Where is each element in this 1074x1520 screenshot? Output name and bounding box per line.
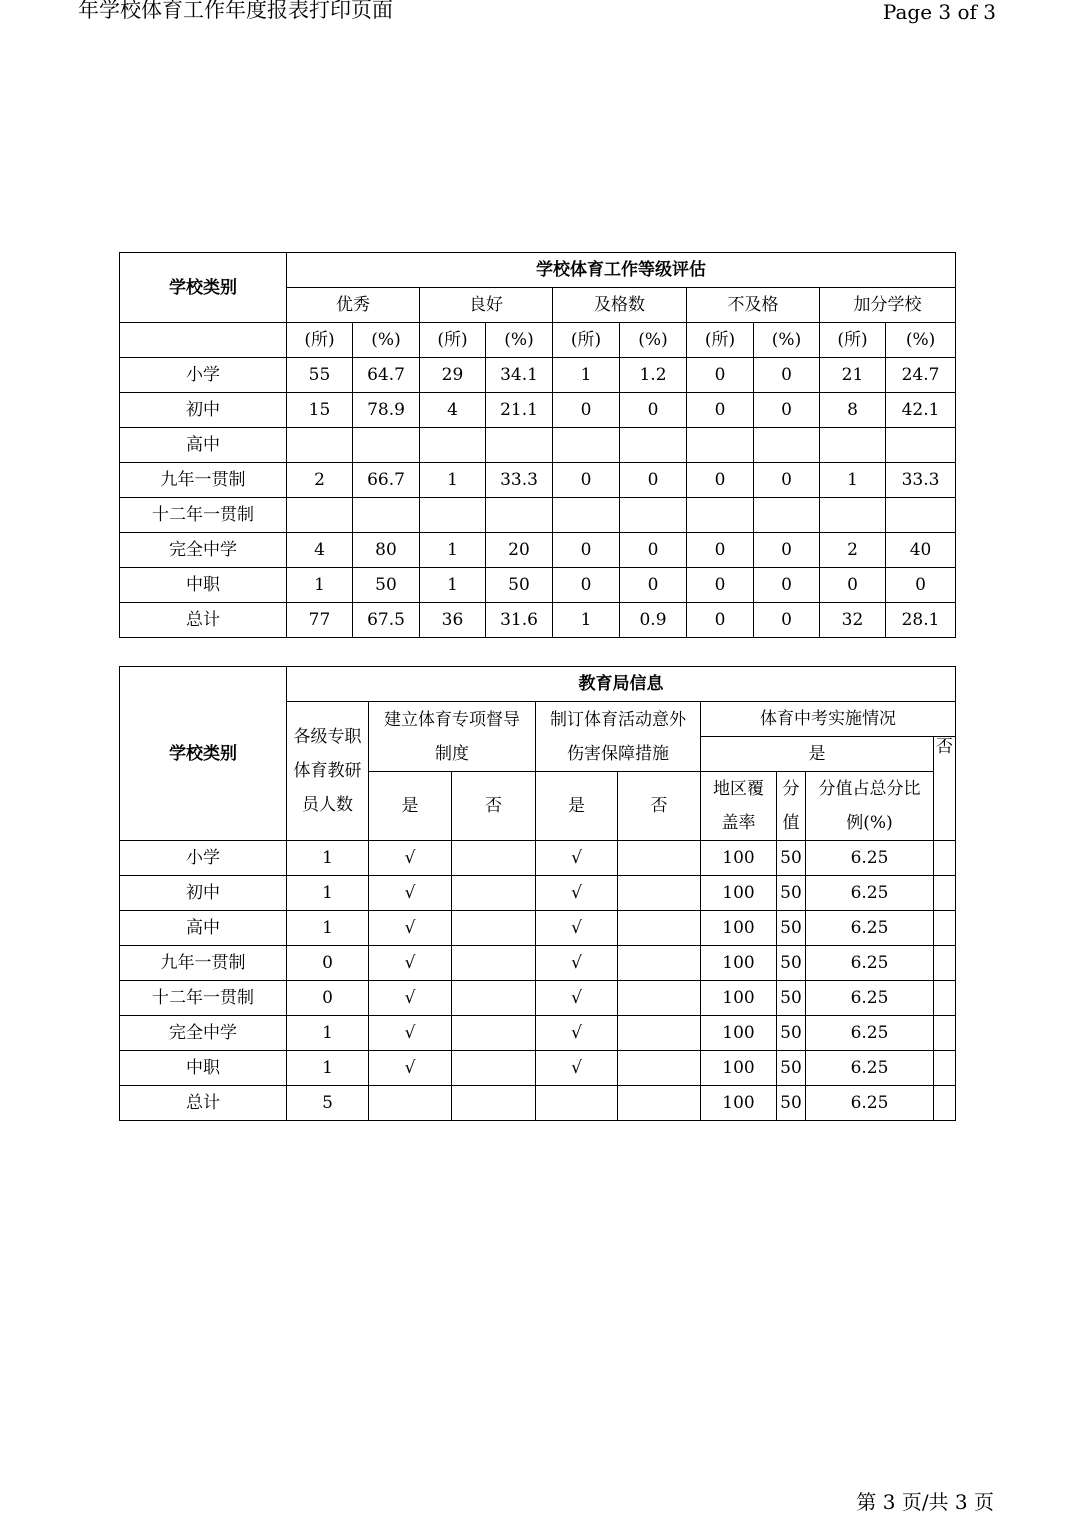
table-cell: 40 xyxy=(886,533,956,568)
table-row xyxy=(120,911,956,946)
table-cell: 77 xyxy=(287,603,353,638)
insurance-no-header: 否 xyxy=(618,772,701,841)
table-cell: 0 xyxy=(287,981,369,1016)
coverage-label-line: 盖率 xyxy=(721,813,756,833)
table-cell: 80 xyxy=(353,533,420,568)
staff-count-label-line: 员人数 xyxy=(302,795,353,815)
table-cell: 0 xyxy=(886,568,956,603)
table-cell: 64.7 xyxy=(353,358,420,393)
table-cell: 0 xyxy=(553,463,620,498)
table-cell xyxy=(353,428,420,463)
table-cell xyxy=(934,841,956,876)
table-cell: √ xyxy=(369,946,452,981)
table-cell: 0 xyxy=(687,603,754,638)
empty-cell xyxy=(120,323,287,358)
table-cell: 50 xyxy=(777,1086,806,1121)
staff-count-header xyxy=(287,702,369,841)
table-cell xyxy=(486,428,553,463)
grade-assessment-title: 学校体育工作等级评估 xyxy=(287,253,956,288)
table-cell: √ xyxy=(536,981,618,1016)
table-cell: 0 xyxy=(553,533,620,568)
table-cell: 28.1 xyxy=(886,603,956,638)
table-cell: 0 xyxy=(553,393,620,428)
table-cell xyxy=(420,428,486,463)
table-cell: 1 xyxy=(420,568,486,603)
table-cell: 78.9 xyxy=(353,393,420,428)
table-cell: 50 xyxy=(777,1051,806,1086)
table-row xyxy=(120,946,956,981)
table-cell: 50 xyxy=(486,568,553,603)
education-bureau-table xyxy=(119,666,956,1121)
exam-no-header: 否 xyxy=(934,737,956,841)
table-cell: 50 xyxy=(777,1016,806,1051)
table-cell: √ xyxy=(369,911,452,946)
table-cell xyxy=(553,498,620,533)
unit-percent: (%) xyxy=(754,323,820,358)
table-cell xyxy=(618,911,701,946)
page-footer: 第 3 页/共 3 页 xyxy=(856,1490,994,1514)
staff-count-label-line: 各级专职 xyxy=(293,727,362,747)
table-cell: 0 xyxy=(820,568,886,603)
table-cell: √ xyxy=(536,841,618,876)
table-row xyxy=(120,498,956,533)
table-cell xyxy=(452,981,536,1016)
table-cell xyxy=(754,498,820,533)
table-cell xyxy=(287,428,353,463)
table-row xyxy=(120,841,956,876)
unit-count: (所) xyxy=(287,323,353,358)
table-cell xyxy=(934,946,956,981)
table-row xyxy=(120,1016,956,1051)
row-label: 高中 xyxy=(120,911,287,946)
table-cell: 31.6 xyxy=(486,603,553,638)
table-cell: 21.1 xyxy=(486,393,553,428)
row-label: 十二年一贯制 xyxy=(120,981,287,1016)
unit-percent: (%) xyxy=(886,323,956,358)
table-cell xyxy=(754,428,820,463)
table-cell: √ xyxy=(369,876,452,911)
table-cell: 20 xyxy=(486,533,553,568)
table-cell xyxy=(820,498,886,533)
table-cell: 24.7 xyxy=(886,358,956,393)
table-row xyxy=(120,1086,956,1121)
table-cell: 8 xyxy=(820,393,886,428)
table-cell: 50 xyxy=(777,841,806,876)
table-cell: √ xyxy=(369,981,452,1016)
table-cell: 0 xyxy=(620,568,687,603)
table-cell: 0 xyxy=(687,358,754,393)
table-cell: 1 xyxy=(287,911,369,946)
page-header-page-number: Page 3 of 3 xyxy=(882,0,996,24)
table-cell xyxy=(687,428,754,463)
table-cell: 5 xyxy=(287,1086,369,1121)
table-cell: √ xyxy=(369,841,452,876)
table-cell: 1 xyxy=(420,463,486,498)
row-label: 中职 xyxy=(120,1051,287,1086)
table-cell xyxy=(452,841,536,876)
table-cell xyxy=(620,428,687,463)
table-cell: 32 xyxy=(820,603,886,638)
insurance-yes-header: 是 xyxy=(536,772,618,841)
school-type-header: 学校类别 xyxy=(120,253,287,323)
score-header xyxy=(777,772,806,841)
table-cell: 4 xyxy=(287,533,353,568)
table-cell: 67.5 xyxy=(353,603,420,638)
table-cell: 42.1 xyxy=(886,393,956,428)
table-cell: 15 xyxy=(287,393,353,428)
row-label: 九年一贯制 xyxy=(120,946,287,981)
table-cell: 100 xyxy=(701,981,777,1016)
table-cell: 33.3 xyxy=(886,463,956,498)
table-cell xyxy=(452,1086,536,1121)
row-label: 总计 xyxy=(120,1086,287,1121)
score-label-line: 分 xyxy=(782,779,800,799)
table-cell xyxy=(486,498,553,533)
table-cell xyxy=(369,1086,452,1121)
table-cell: 50 xyxy=(777,911,806,946)
unit-percent: (%) xyxy=(353,323,420,358)
table-row xyxy=(120,603,956,638)
table-row xyxy=(120,876,956,911)
table-cell: 6.25 xyxy=(806,946,934,981)
table-cell xyxy=(618,876,701,911)
table-cell xyxy=(452,946,536,981)
table-cell: 1 xyxy=(287,1051,369,1086)
table-cell: 50 xyxy=(353,568,420,603)
category-header: 加分学校 xyxy=(820,288,956,323)
row-label: 九年一贯制 xyxy=(120,463,287,498)
exam-header: 体育中考实施情况 xyxy=(701,702,956,737)
coverage-header xyxy=(701,772,777,841)
category-header: 良好 xyxy=(420,288,553,323)
supervision-label-line: 建立体育专项督导 xyxy=(384,709,520,730)
table-cell xyxy=(420,498,486,533)
table-cell xyxy=(820,428,886,463)
table-cell: 6.25 xyxy=(806,911,934,946)
table-cell: 55 xyxy=(287,358,353,393)
row-label: 初中 xyxy=(120,876,287,911)
table-cell: 50 xyxy=(777,946,806,981)
table-cell: 50 xyxy=(777,876,806,911)
row-label: 小学 xyxy=(120,841,287,876)
table-cell: 6.25 xyxy=(806,876,934,911)
table-cell: 0.9 xyxy=(620,603,687,638)
school-type-header: 学校类别 xyxy=(120,667,287,841)
table-row xyxy=(120,358,956,393)
insurance-label-line: 伤害保障措施 xyxy=(567,743,669,764)
insurance-header xyxy=(536,702,701,772)
table-cell: 1 xyxy=(287,1016,369,1051)
table-cell: √ xyxy=(536,1051,618,1086)
table-cell xyxy=(934,1051,956,1086)
unit-percent: (%) xyxy=(620,323,687,358)
table-row xyxy=(120,463,956,498)
unit-count: (所) xyxy=(553,323,620,358)
row-label: 十二年一贯制 xyxy=(120,498,287,533)
table-cell: 100 xyxy=(701,1086,777,1121)
row-label: 总计 xyxy=(120,603,287,638)
row-label: 高中 xyxy=(120,428,287,463)
table-cell: 1 xyxy=(287,876,369,911)
table-cell xyxy=(934,1086,956,1121)
table-cell xyxy=(934,876,956,911)
table-cell: √ xyxy=(369,1016,452,1051)
supervision-header xyxy=(369,702,536,772)
table-cell xyxy=(620,498,687,533)
table-cell: 0 xyxy=(620,463,687,498)
category-header: 不及格 xyxy=(687,288,820,323)
table-cell: 6.25 xyxy=(806,841,934,876)
supervision-label-line: 制度 xyxy=(435,743,469,764)
table-cell xyxy=(618,1016,701,1051)
unit-count: (所) xyxy=(820,323,886,358)
table-row xyxy=(120,533,956,568)
table-cell: 100 xyxy=(701,946,777,981)
table-cell: 100 xyxy=(701,1016,777,1051)
table-cell: √ xyxy=(536,1016,618,1051)
table-cell: 2 xyxy=(287,463,353,498)
table-cell: 29 xyxy=(420,358,486,393)
table-cell xyxy=(452,1016,536,1051)
table-cell xyxy=(934,981,956,1016)
table-cell: 4 xyxy=(420,393,486,428)
table-cell: 1 xyxy=(553,358,620,393)
unit-count: (所) xyxy=(420,323,486,358)
education-bureau-title: 教育局信息 xyxy=(287,667,956,702)
ratio-label-line: 分值占总分比 xyxy=(818,779,921,799)
table-cell xyxy=(287,498,353,533)
table-cell: 0 xyxy=(754,358,820,393)
table-cell: 100 xyxy=(701,841,777,876)
insurance-label-line: 制订体育活动意外 xyxy=(550,709,686,730)
row-label: 中职 xyxy=(120,568,287,603)
table-cell xyxy=(618,841,701,876)
table-cell xyxy=(618,946,701,981)
table-cell: 0 xyxy=(553,568,620,603)
table-cell: 0 xyxy=(754,533,820,568)
table-cell xyxy=(618,1051,701,1086)
table-cell: 1 xyxy=(553,603,620,638)
table-cell: 50 xyxy=(777,981,806,1016)
table-cell: 2 xyxy=(820,533,886,568)
table-row xyxy=(120,981,956,1016)
table-cell xyxy=(886,428,956,463)
table-cell: 100 xyxy=(701,1051,777,1086)
coverage-label-line: 地区覆 xyxy=(713,779,764,799)
score-label-line: 值 xyxy=(782,813,800,833)
table-cell: 0 xyxy=(287,946,369,981)
table-cell: √ xyxy=(536,876,618,911)
table-cell: 66.7 xyxy=(353,463,420,498)
table-cell: 21 xyxy=(820,358,886,393)
unit-percent: (%) xyxy=(486,323,553,358)
table-cell xyxy=(618,1086,701,1121)
table-cell: 0 xyxy=(754,568,820,603)
table-cell: 0 xyxy=(687,568,754,603)
table-cell: √ xyxy=(369,1051,452,1086)
table-cell xyxy=(687,498,754,533)
table-cell: 33.3 xyxy=(486,463,553,498)
table-row xyxy=(120,568,956,603)
table-cell: 6.25 xyxy=(806,1086,934,1121)
table-cell: 6.25 xyxy=(806,1016,934,1051)
table-cell: 100 xyxy=(701,876,777,911)
table-cell: 0 xyxy=(687,393,754,428)
table-cell: 36 xyxy=(420,603,486,638)
table-cell: 1.2 xyxy=(620,358,687,393)
table-cell: 0 xyxy=(687,463,754,498)
table-cell xyxy=(452,876,536,911)
table-cell: 34.1 xyxy=(486,358,553,393)
table-cell xyxy=(452,1051,536,1086)
table-cell: 0 xyxy=(620,393,687,428)
table-row xyxy=(120,1051,956,1086)
table-cell xyxy=(536,1086,618,1121)
table-cell: 1 xyxy=(287,841,369,876)
table-cell xyxy=(934,911,956,946)
table-cell: √ xyxy=(536,946,618,981)
table-cell: 6.25 xyxy=(806,1051,934,1086)
table-cell: 6.25 xyxy=(806,981,934,1016)
table-cell: 1 xyxy=(420,533,486,568)
table-cell: 100 xyxy=(701,911,777,946)
exam-yes-header: 是 xyxy=(701,737,934,772)
table-cell: 0 xyxy=(754,463,820,498)
table-cell: √ xyxy=(536,911,618,946)
table-cell: 1 xyxy=(287,568,353,603)
table-cell xyxy=(618,981,701,1016)
table-cell: 0 xyxy=(620,533,687,568)
category-header: 优秀 xyxy=(287,288,420,323)
supervision-no-header: 否 xyxy=(452,772,536,841)
staff-count-label-line: 体育教研 xyxy=(293,761,362,781)
row-label: 初中 xyxy=(120,393,287,428)
row-label: 小学 xyxy=(120,358,287,393)
table-cell: 0 xyxy=(754,603,820,638)
table-row xyxy=(120,428,956,463)
table-row xyxy=(120,393,956,428)
table-cell xyxy=(353,498,420,533)
table-cell: 1 xyxy=(820,463,886,498)
unit-row xyxy=(120,323,956,358)
table-cell xyxy=(452,911,536,946)
unit-count: (所) xyxy=(687,323,754,358)
grade-assessment-table xyxy=(119,252,956,638)
supervision-yes-header: 是 xyxy=(369,772,452,841)
ratio-header xyxy=(806,772,934,841)
row-label: 完全中学 xyxy=(120,533,287,568)
page-header-title: 年学校体育工作年度报表打印页面 xyxy=(78,0,393,22)
table-cell: 0 xyxy=(687,533,754,568)
table-cell xyxy=(886,498,956,533)
table-cell xyxy=(553,428,620,463)
row-label: 完全中学 xyxy=(120,1016,287,1051)
table-cell: 0 xyxy=(754,393,820,428)
table-cell xyxy=(934,1016,956,1051)
ratio-label-line: 例(%) xyxy=(846,813,893,833)
category-header: 及格数 xyxy=(553,288,687,323)
